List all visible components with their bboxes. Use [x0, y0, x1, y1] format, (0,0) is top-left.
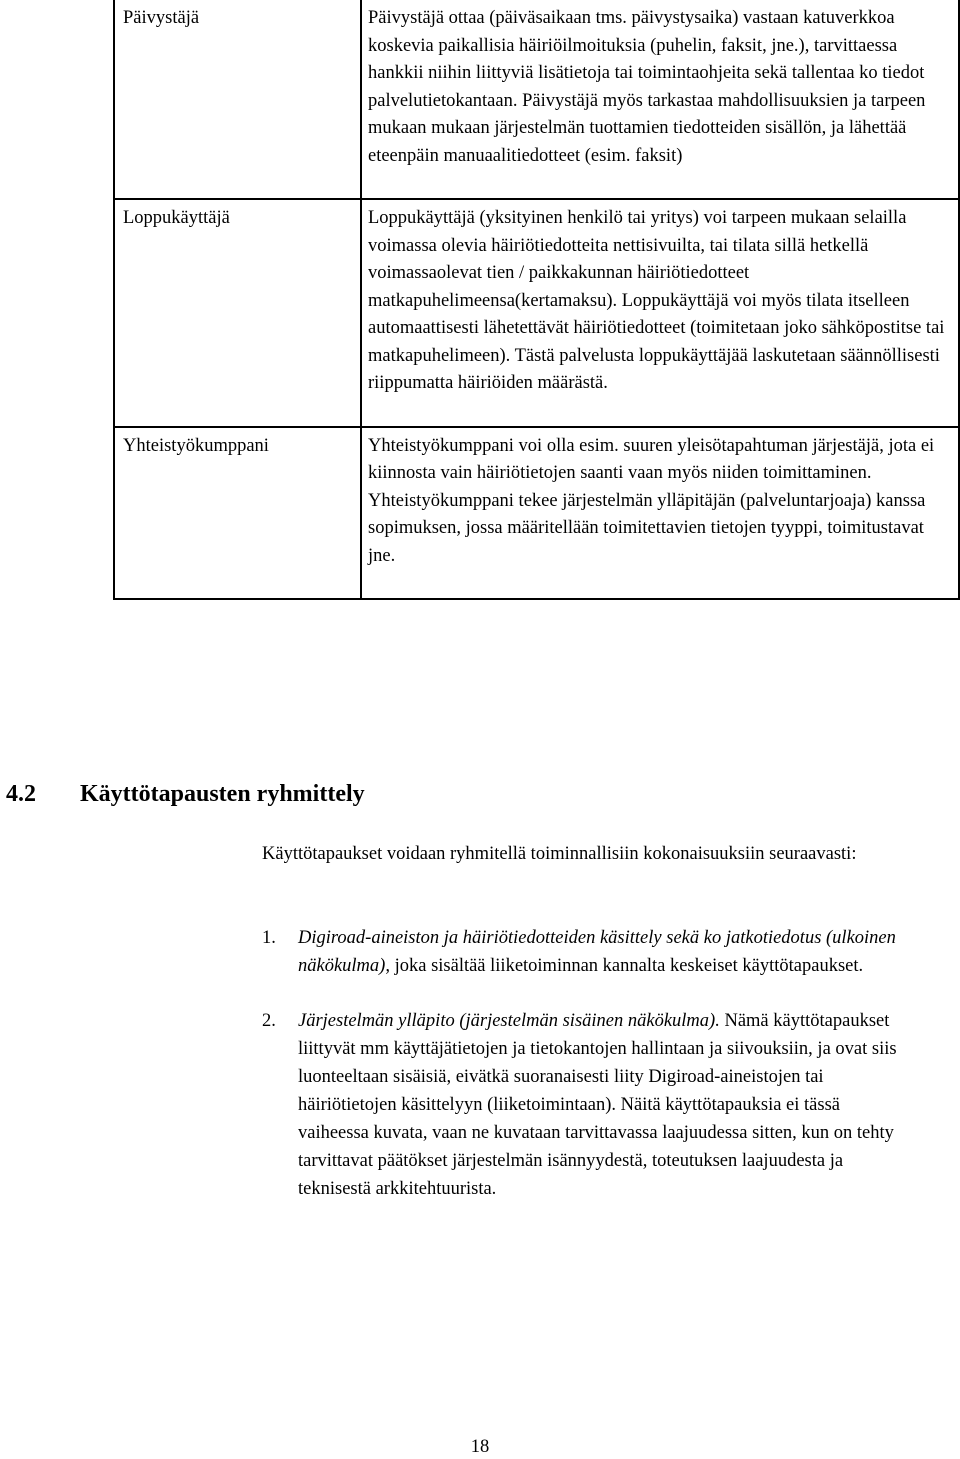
list-item-text: joka sisältää liiketoiminnan kannalta keskeiset käyttötapaukset. — [389, 956, 864, 976]
role-name: Loppukäyttäjä — [123, 208, 230, 228]
list-item — [262, 1007, 902, 1203]
list-item-title: Digiroad-aineiston ja häiriötiedotteiden käsittely sekä ko jatkotiedotus (ulkoinen näkökulma), — [298, 928, 896, 976]
list-number: 2. — [262, 1011, 276, 1031]
list-body — [298, 924, 902, 980]
list-number: 1. — [262, 928, 276, 948]
section-title: Käyttötapausten ryhmittely — [80, 781, 365, 807]
section-number: 4.2 — [6, 781, 36, 807]
role-description: Yhteistyökumppani voi olla esim. suuren yleisötapahtuman järjestäjä, jota ei kiinnosta vain häiriötietojen saanti vaan myös niiden toimittaminen. Yhteistyökumppani tekee järjestelmän ylläpitäjän (palveluntarjoaja) kanssa sopimuksen, jossa määritellään toimitettavien tietojen tyyppi, toimitustavat jne. — [368, 435, 935, 566]
roles-table — [113, 0, 960, 600]
role-cell — [114, 427, 361, 600]
list-item-title: Järjestelmän ylläpito (järjestelmän sisäinen näkökulma). — [298, 1011, 720, 1031]
role-name: Yhteistyökumppani — [123, 435, 269, 456]
page-number: 18 — [470, 1437, 490, 1457]
description-cell — [361, 427, 959, 600]
description-cell — [361, 199, 959, 427]
section-heading — [6, 776, 365, 812]
list-item-text: Nämä käyttötapaukset liittyvät mm käyttäjätietojen ja tietokantojen hallintaan ja siivouksiin, ja ovat siis luonteeltaan sisäisiä, eivätkä suoranaisesti liity Digiroad-aineistojen tai häiriötietojen käsittelyyn (liiketoimintaan). Näitä käyttötapauksia ei tässä vaiheessa kuvata, vaan ne kuvataan tarvittavassa laajuudessa sitten, kun on tehty tarvittavat päätökset järjestelmän isännyydestä, toteutuksen laajuudesta ja teknisestä arkkitehtuurista. — [298, 1011, 897, 1199]
table-row — [114, 199, 959, 427]
role-description: Loppukäyttäjä (yksityinen henkilö tai yritys) voi tarpeen mukaan selailla voimassa olevia häiriötiedotteita nettisivuilta, tai tilata sillä hetkellä voimassaolevat tien / paikkakunnan häiriötiedotteet matkapuhelimeensa(kertamaksu). Loppukäyttäjä voi myös tilata itselleen automaattisesti lähetettävät häiriötiedotteet (toimitetaan joko sähköpostitse tai matkapuhelimeen). Tästä palvelusta loppukäyttäjää laskutetaan säännöllisesti riippumatta häiriöiden määrästä. — [368, 208, 945, 393]
section-intro: Käyttötapaukset voidaan ryhmitellä toiminnallisiin kokonaisuuksiin seuraavasti: — [262, 844, 857, 864]
role-cell — [114, 199, 361, 427]
description-cell — [361, 0, 959, 199]
table-row — [114, 427, 959, 600]
table-row — [114, 0, 959, 199]
list-body — [298, 1007, 902, 1203]
role-name: Päivystäjä — [123, 8, 200, 28]
role-cell — [114, 0, 361, 199]
role-description: Päivystäjä ottaa (päiväsaikaan tms. päivystysaika) vastaan katuverkkoa koskevia paikallisia häiriöilmoituksia (puhelin, faksit, jne.), tarvittaessa hankkii niihin liittyviä lisätietoja tai toimintaohjeita sekä tallentaa ko tiedot palvelutietokantaan. Päivystäjä myös tarkastaa mahdollisuuksien ja tarpeen mukaan mukaan järjestelmän tuottamien tiedotteiden sisällön, ja lähettää eteenpäin manuaalitiedotteet (esim. faksit) — [368, 8, 926, 166]
list-item — [262, 924, 902, 980]
grouping-list — [262, 924, 902, 1203]
